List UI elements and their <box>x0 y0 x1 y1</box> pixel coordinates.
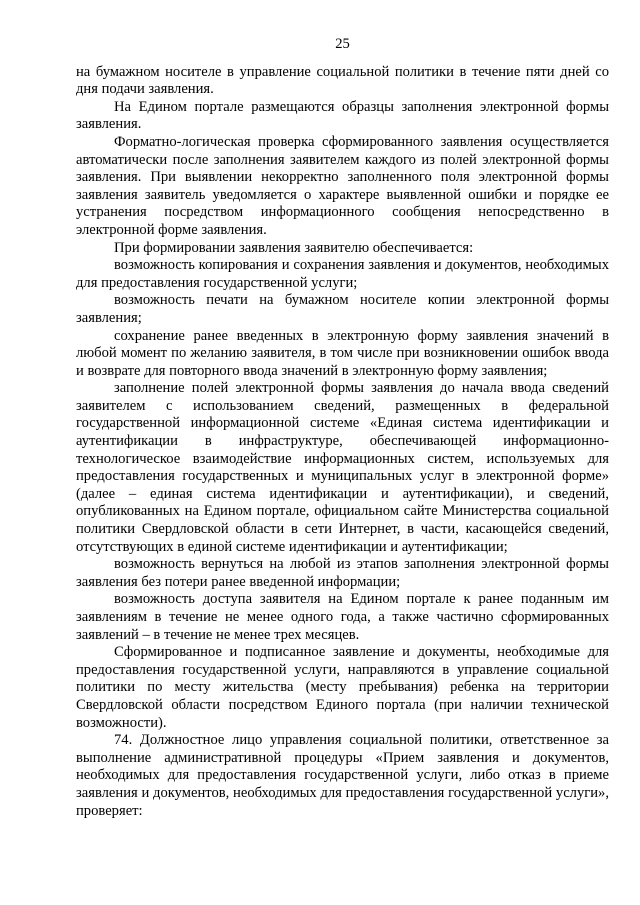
paragraph-autofill: заполнение полей электронной формы заявления до начала ввода сведений заявителем с использованием сведений, размещенных в федеральной государственной информационной системе «Единая система идентификации и аутентификации в инфраструктуре, обеспечивающей информационно-технологическое взаимодействие информационных систем, используемых для предоставления государственных и муниципальных услуг в электронной форме» (далее – единая система идентификации и аутентификации), и сведений, опубликованных на Едином портале, официальном сайте Министерства социальной политики Свердловской области в сети Интернет, в части, касающейся сведений, отсутствующих в единой системе идентификации и аутентификации; <box>76 380 609 555</box>
document-page <box>76 36 609 820</box>
paragraph-submission: Сформированное и подписанное заявление и документы, необходимые для предоставления государственной услуги, направляются в управление социальной политики по месту жительства (месту пребывания) ребенка на территории Свердловской области посредством Единого портала (при наличии технической возможности). <box>76 644 609 731</box>
page-number: 25 <box>335 36 350 52</box>
paragraph-continuation: на бумажном носителе в управление социальной политики в течение пяти дней со дня подачи заявления. <box>76 63 609 98</box>
paragraph-format-check: Форматно-логическая проверка сформированного заявления осуществляется автоматически после заполнения заявителем каждого из полей электронной формы заявления. При выявлении некорректно заполненного поля электронной формы заявления заявитель уведомляется о характере выявленной ошибки и порядке ее устранения посредством информационного сообщения непосредственно в электронной форме заявления. <box>76 133 609 238</box>
paragraph-copy-save: возможность копирования и сохранения заявления и документов, необходимых для предоставления государственной услуги; <box>76 257 609 291</box>
paragraph-item-74: 74. Должностное лицо управления социальной политики, ответственное за выполнение административной процедуры «Прием заявления и документов, необходимых для предоставления государственной услуги, либо отказ в приеме заявления и документов, необходимых для предоставления государственной услуги», проверяет: <box>76 732 609 819</box>
paragraph-provided-intro: При формировании заявления заявителю обеспечивается: <box>114 239 474 256</box>
paragraph-save-values: сохранение ранее введенных в электронную форму заявления значений в любой момент по желанию заявителя, в том числе при возникновении ошибок ввода и возврате для повторного ввода значений в электронную форму заявления; <box>76 327 609 379</box>
paragraph-print: возможность печати на бумажном носителе копии электронной формы заявления; <box>76 292 609 326</box>
paragraph-return-step: возможность вернуться на любой из этапов заполнения электронной формы заявления без потери ранее введенной информации; <box>76 556 609 590</box>
paragraph-access-history: возможность доступа заявителя на Едином портале к ранее поданным им заявлениям в течение не менее одного года, а также частично сформированных заявлений – в течение не менее трех месяцев. <box>76 591 609 643</box>
paragraph-portal-samples: На Едином портале размещаются образцы заполнения электронной формы заявления. <box>76 98 609 133</box>
